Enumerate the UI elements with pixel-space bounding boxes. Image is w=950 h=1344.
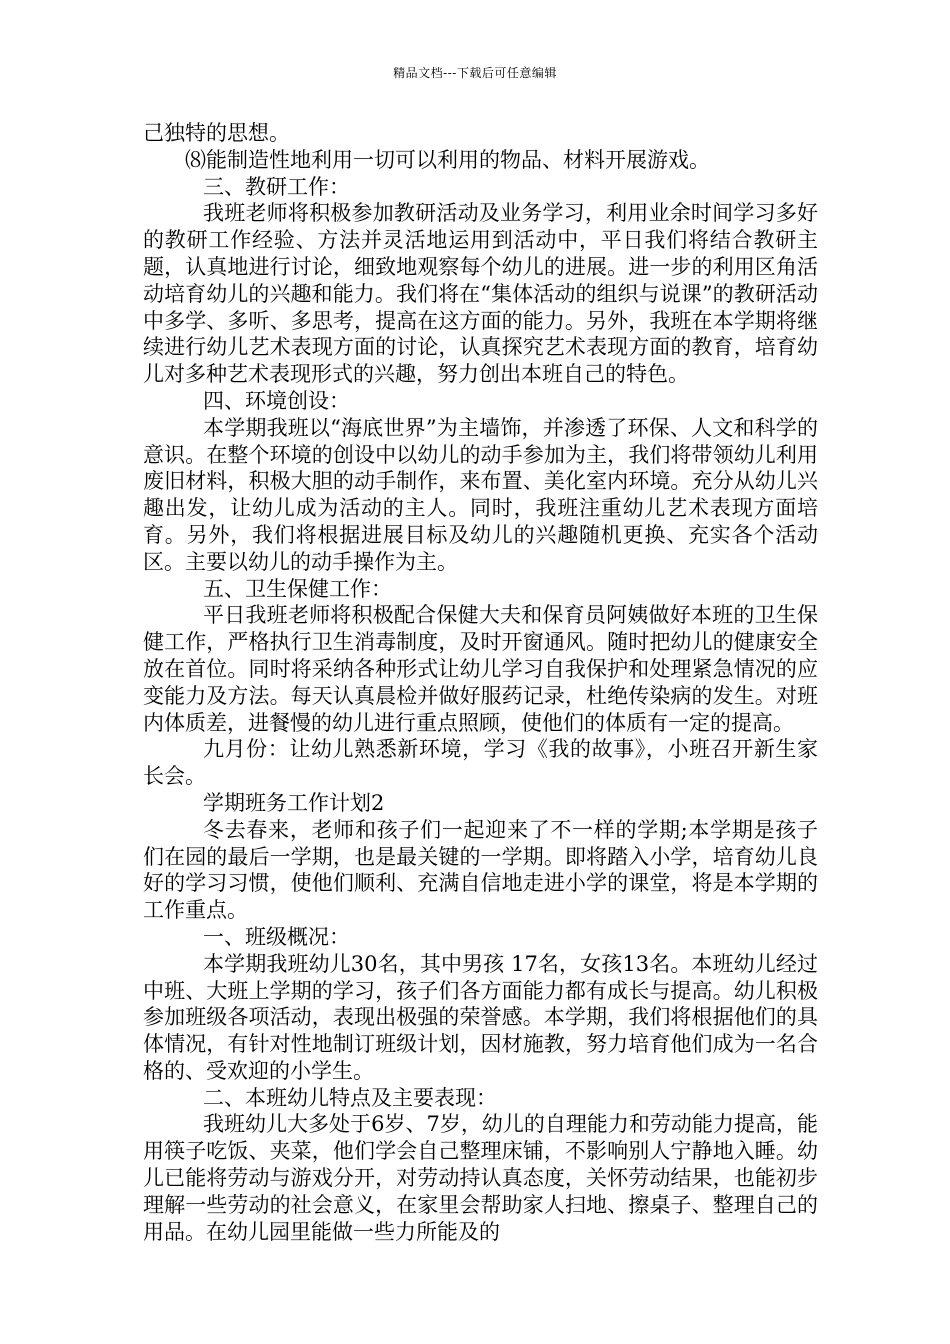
paragraph: 我班老师将积极参加教研活动及业务学习，利用业余时间学习多好的教研工作经验、方法并灵活地运用到活动中，平日我们将结合教研主题，认真地进行讨论，细致地观察每个幼儿的进展。进一步的利用区角活动培育幼儿的兴趣和能力。我们将在“集体活动的组织与说课”的教研活动中多学、多听、多思考，提高在这方面的能力。另外，我班在本学期将继续进行幼儿艺术表现方面的讨论，认真探究艺术表现方面的教育，培育幼儿对多种艺术表现形式的兴趣，努力创出本班自己的特色。 [143, 201, 818, 387]
list-item: ⑻能制造性地利用一切可以利用的物品、材料开展游戏。 [185, 147, 710, 172]
document-body [143, 120, 818, 1245]
page-header: 精品文档---下载后可任意编辑 [393, 66, 557, 80]
paragraph: 九月份：让幼儿熟悉新环境，学习《我的故事》，小班召开新生家长会。 [143, 737, 818, 789]
section-heading: 一、班级概况： [203, 924, 350, 949]
paragraph: 平日我班老师将积极配合保健大夫和保育员阿姨做好本班的卫生保健工作，严格执行卫生消毒制度，及时开窗通风。随时把幼儿的健康安全放在首位。同时将采纳各种形式让幼儿学习自我保护和处理紧急情况的应变能力及方法。每天认真晨检并做好服药记录，杜绝传染病的发生。对班内体质差，进餐慢的幼儿进行重点照顾，使他们的体质有一定的提高。 [143, 603, 818, 735]
document-subtitle: 学期班务工作计划2 [203, 790, 385, 815]
paragraph: 本学期我班以“海底世界”为主墙饰，并渗透了环保、人文和科学的意识。在整个环境的创设中以幼儿的动手参加为主，我们将带领幼儿利用废旧材料，积极大胆的动手制作，来布置、美化室内环境。充分从幼儿兴趣出发，让幼儿成为活动的主人。同时，我班注重幼儿艺术表现方面培育。另外，我们将根据进展目标及幼儿的兴趣随机更换、充实各个活动区。主要以幼儿的动手操作为主。 [143, 415, 818, 574]
section-heading: 二、本班幼儿特点及主要表现： [203, 1085, 497, 1110]
paragraph: 己独特的思想。 [143, 121, 290, 145]
section-heading: 五、卫生保健工作： [203, 576, 392, 601]
paragraph: 本学期我班幼儿30名，其中男孩 17名，女孩13名。本班幼儿经过中班、大班上学期的学习，孩子们各方面能力都有成长与提高。幼儿积极参加班级各项活动，表现出极强的荣誉感。本学期，我们将根据他们的具体情况，有针对性地制订班级计划，因材施教，努力培育他们成为一名合格的、受欢迎的小学生。 [143, 951, 818, 1083]
paragraph: 冬去春来，老师和孩子们一起迎来了不一样的学期;本学期是孩子们在园的最后一学期，也是最关键的一学期。即将踏入小学，培育幼儿良好的学习习惯，使他们顺利、充满自信地走进小学的课堂，将是本学期的工作重点。 [143, 817, 818, 923]
paragraph: 我班幼儿大多处于6岁、7岁，幼儿的自理能力和劳动能力提高，能用筷子吃饭、夹菜，他们学会自己整理床铺，不影响别人宁静地入睡。幼儿已能将劳动与游戏分开，对劳动持认真态度，关怀劳动结果，也能初步理解一些劳动的社会意义，在家里会帮助家人扫地、擦桌子、整理自己的用品。在幼儿园里能做一些力所能及的 [143, 1112, 818, 1244]
section-heading: 三、教研工作： [203, 174, 350, 199]
section-heading: 四、环境创设： [203, 388, 350, 413]
